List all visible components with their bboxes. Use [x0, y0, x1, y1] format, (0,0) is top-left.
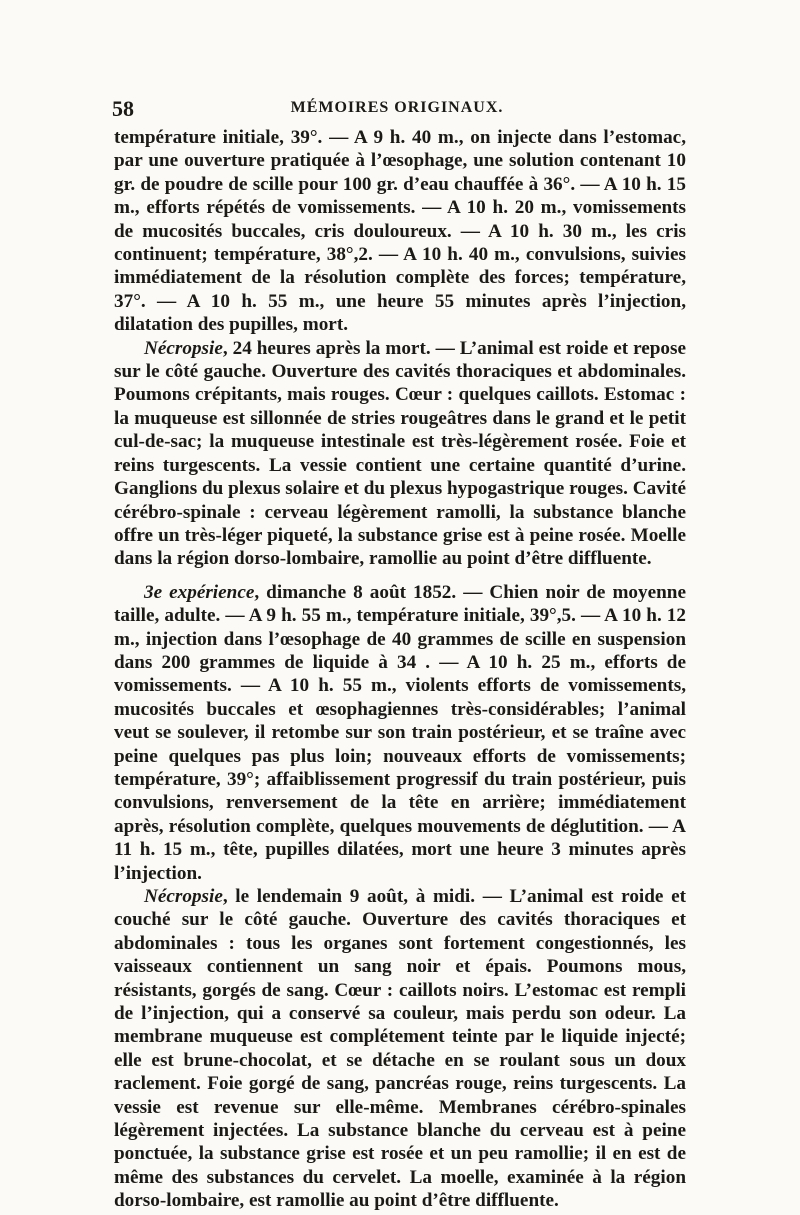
paragraph-1: température initiale, 39°. — A 9 h. 40 m., on injecte dans l’estomac, par une ouverture pratiquée à l’œsophage, une solution contenant 10 gr. de poudre de scille pour 100 gr. d’eau chauffée à 36°. — A 10 h. 15 m., efforts répétés de vomissements. — A 10 h. 20 m., vomissements de mucosités buccales, cris douloureux. — A 10 h. 30 m., les cris continuent; température, 38°,2. — A 10 h. 40 m., convulsions, suivies immédiatement de la résolution complète des forces; température, 37°. — A 10 h. 55 m., une heure 55 minutes après l’injection, dilatation des pupilles, mort. [114, 127, 686, 336]
necropsie-heading-2: Nécropsie [144, 886, 223, 907]
paragraph-3-text: , dimanche 8 août 1852. — Chien noir de moyenne taille, adulte. — A 9 h. 55 m., température initiale, 39°,5. — A 10 h. 12 m., injection dans l’œsophage de 40 grammes de scille en suspension dans 200 grammes de liquide à 34 . — A 10 h. 25 m., efforts de vomissements. — A 10 h. 55 m., violents efforts de vomissements, mucosités buccales et œsophagiennes très-considérables; l’animal veut se soulever, il retombe sur son train postérieur, et se traîne avec peine quelques pas plus loin; nouveaux efforts de vomissements; température, 39°; affaiblissement progressif du train postérieur, puis convulsions, renversement de la tête en arrière; immédiatement après, résolution complète, quelques mouvements de déglutition. — A 11 h. 15 m., tête, pupilles dilatées, mort une heure 3 minutes après l’injection. [114, 581, 686, 884]
paragraph-2 [114, 337, 686, 571]
paragraph-2-text: , 24 heures après la mort. — L’animal est roide et repose sur le côté gauche. Ouverture des cavités thoraciques et abdominales. Poumons crépitants, mais rouges. Cœur : quelques caillots. Estomac : la muqueuse est sillonnée de stries rougeâtres dans le grand et le petit cul-de-sac; la muqueuse intestinale est très-légèrement rosée. Foie et reins turgescents. La vessie contient une certaine quantité d’urine. Ganglions du plexus solaire et du plexus hypogastrique rouges. Cavité cérébro-spinale : cerveau légèrement ramolli, la substance blanche offre un très-léger piqueté, la substance grise est à peine rosée. Moelle dans la région dorso-lombaire, ramollie au point d’être diffluente. [114, 337, 686, 570]
paragraph-3 [114, 581, 686, 885]
page-number: 58 [112, 96, 134, 121]
experiment-heading: 3e expérience [144, 581, 255, 603]
paragraph-4 [114, 885, 686, 1213]
page-header-title: MÉMOIRES ORIGINAUX. [290, 99, 504, 116]
necropsie-heading-1: Nécropsie [144, 337, 223, 359]
body-text [114, 126, 686, 1213]
running-head [112, 96, 682, 122]
paragraph-4-text: , le lendemain 9 août, à midi. — L’animal est roide et couché sur le côté gauche. Ouverture des cavités thoraciques et abdominales : tous les organes sont fortement congestionnés, les vaisseaux contiennent un sang noir et épais. Poumons mous, résistants, gorgés de sang. Cœur : caillots noirs. L’estomac est rempli de l’injection, qui a conservé sa couleur, mais perdu son odeur. La membrane muqueuse est complétement teinte par le liquide injecté; elle est brune-chocolat, et se détache en se roulant sous un doux raclement. Foie gorgé de sang, pancréas rouge, reins turgescents. La vessie est revenue sur elle-même. Membranes cérébro-spinales légèrement injectées. La substance blanche du cerveau est à peine ponctuée, la substance grise est rosée et un peu ramollie; il en est de même des substances du cervelet. La moelle, examinée à la région dorso-lombaire, est ramollie au point d’être diffluente. [114, 886, 686, 1212]
